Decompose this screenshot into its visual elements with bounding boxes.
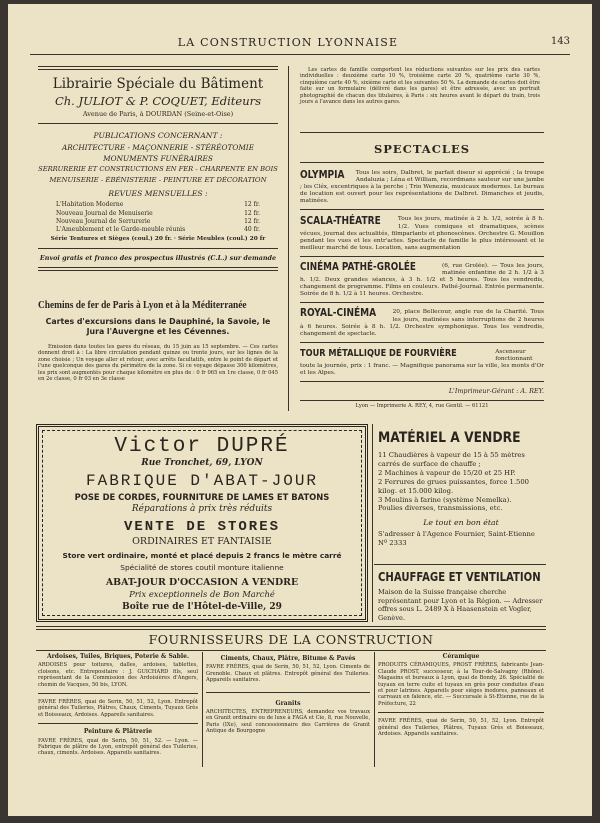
materiel-item: 3 Moulins à farine (système Nemelka). — [378, 495, 512, 504]
document-page — [8, 4, 592, 816]
series-line: Série Tentures et Sièges (coul.) 20 fr. · Série Meubles (coul.) 20 fr — [50, 235, 266, 242]
spectacle-entry — [300, 170, 544, 205]
librairie-title: Librairie Spéciale du Bâtiment — [52, 76, 264, 92]
supplier-entry: PRODUITS CÉRAMIQUES, PROST FRÈRES, fabricants Jean-Claude PROST, successeur, à la Tour-de-Salvagny (Rhône). Magasins et bureaux à Lyon, quai de Bondy, 26. Spécialité de tuyaux en terre cuite et tuyaux en grès pour conduites d'eau et pour latrines. Appareils pour sièges inodores, panneaux et carreaux en faïence, etc. — Succursale à St-Etienne, rue de la Préfecture, 22 — [378, 662, 544, 707]
spectacle-entry — [300, 349, 544, 377]
column-divider — [288, 66, 289, 411]
materiel-list — [378, 451, 544, 513]
chauffage-ad — [378, 570, 544, 622]
cartes-famille-note: Les cartes de famille comportent les réductions suivantes sur les prix des cartes individuelles : deuxième carte 10 %, troisième carte 20 %, quatrième carte 30 %, cinquième carte 40 %, sixième carte et les suivantes 50 %. La demande de cartes doit être faite sur un formulaire (délivré dans les gares) et être adressée, avec un portrait photographié de chacun des titulaires, à Paris : six heures avant le départ du train, trois jours à l'avance dans les autres gares. — [300, 67, 540, 106]
spectacle-entry — [300, 216, 544, 251]
spectacle-name: ROYAL-CINÉMA — [300, 307, 377, 320]
materiel-item: 2 Ferrures de grues puissantes, force 1.500 kilog. et 15.000 kilog. — [378, 477, 530, 495]
materiel-title: MATÉRIEL A VENDRE — [378, 430, 521, 446]
revue-row: Nouveau Journal de Menuiserie 12 fr. — [56, 209, 260, 217]
journal-title: LA CONSTRUCTION LYONNAISE — [177, 36, 399, 49]
supplier-entry: FAVRE FRÈRES, quai de Serin, 50, 51, 52, Lyon. Entrepôt général des Tuileries, Plâtres, Chaux, Ciments, Tuyaux Grès et Boisseaux, Ardoises. Appareils sanitaires. — [38, 699, 198, 718]
page-number: 143 — [550, 36, 570, 47]
pub-item: MENUISERIE - ÉBÉNISTERIE - PEINTURE ET DÉCORATION — [49, 175, 267, 184]
spectacle-name: CINÉMA PATHÉ-GROLÉE — [300, 260, 416, 273]
dupre-boite: Boîte rue de l'Hôtel-de-Ville, 29 — [122, 602, 282, 612]
spectacles-section — [300, 142, 544, 395]
materiel-contact: S'adresser à l'Agence Fournier, Saint-Etienne Nº 2333 — [378, 530, 535, 548]
running-header — [8, 36, 592, 54]
supplier-entry: ARCHITECTES, ENTREPRENEURS, demandez vos travaux en Granit ordinaire ou de luxe à FAGA et Cie, 8, rue Nouvelle, Paris (IXe), seul concessionnaire des Carrières de Granit Antique de Bourgogne — [206, 709, 370, 735]
spectacles-heading: SPECTACLES — [373, 142, 471, 156]
fournisseurs-col-1 — [38, 654, 198, 757]
revue-row: L'Habitation Moderne 12 fr. — [56, 201, 260, 209]
materiel-item: 11 Chaudières à vapeur de 15 à 55 mètres carrés de surface de chauffe ; — [378, 451, 525, 468]
revues-list — [56, 201, 260, 235]
dupre-vente: VENTE DE STORES — [123, 519, 281, 535]
header-rule — [30, 54, 570, 55]
chemins-title: Chemins de fer de Paris à Lyon et à la Méditerranée — [38, 300, 247, 311]
spectacle-name: OLYMPIA — [300, 169, 345, 181]
dupre-reparations: Réparations à prix très réduits — [131, 504, 273, 514]
spectacle-text: (6, rue Grolée). — Tous les jours, matinée enfantine de 2 h. 1/2 à 3 h. 1/2. Deux grandes séances, à 3 h. 1/2 et 5 heures. Tous les vendredis, changement de programme. Films en couleurs. Pathé-Journal. Entrée permanente. Soirée de 8 h. 1/2 à 11 heures. Orchestre. — [300, 262, 544, 298]
spectacle-text: Tous les jours, matinée à 2 h. 1/2, soirée à 8 h. 1/2. Vues comiques et dramatiques, scènes vécues, journal des actualités, filmparlants et phonoscènes. Orchestre G. Mouillon pendant les vues et les entr'actes. Spectacle de famille le plus intéressant et le meilleur marché de tous. Location, sans augmentation — [300, 216, 544, 251]
chauffage-text: Maison de la Suisse française cherche représentant pour Lyon et la Région. — Adresser offres sous L. 2489 X à Haasenstein et Vogler, Genève. — [378, 588, 543, 622]
fournisseurs-col-2 — [206, 656, 370, 735]
materiel-item: 2 Machines à vapeur de 15/20 et 25 HP. — [378, 468, 516, 477]
supplier-entry: FAVRE FRÈRES, quai de Serin, 50, 51, 52. — Lyon. — Fabrique de plâtre de Lyon, entrepôt général des Tuileries, chaux, ciments. Ardoises. Appareils sanitaires. — [38, 737, 198, 757]
materiel-ad — [378, 430, 544, 548]
dupre-occasion: ABAT-JOUR D'OCCASION A VENDRE — [105, 577, 299, 588]
category-title: Granits — [275, 699, 301, 707]
spectacle-name: SCALA-THÉATRE — [300, 215, 381, 228]
revue-row: Nouveau Journal de Serrurerie 12 fr. — [56, 218, 260, 226]
fournisseurs-col-3 — [378, 654, 544, 737]
category-title: Peinture & Plâtrerie — [83, 728, 153, 736]
dupre-address: Rue Tronchet, 69, LYON — [141, 458, 263, 468]
dupre-ordinaires: ORDINAIRES ET FANTAISIE — [132, 536, 272, 547]
spectacle-text: Ascenseur fonctionnant toute la journée, prix : 1 franc. — Magnifique panorama sur la ville, les monts d'Or et les Alpes. — [300, 348, 544, 377]
librairie-address: Avenue de Paris, à DOURDAN (Seine-et-Oise) — [82, 110, 234, 118]
supplier-entry: FAVRE FRÈRES, quai de Serin, 50, 51, 52, Lyon. Ciments de Grenoble. Chaux et plâtres. Entrepôt général des Tuileries. Appareils sanitaires. — [206, 664, 370, 684]
pub-item: SERRURERIE ET CONSTRUCTIONS EN FER - CHARPENTE EN BOIS — [38, 165, 278, 174]
imprimeur-signature: L'Imprimeur-Gérant : A. REY. — [448, 387, 544, 396]
chemins-body: Emission dans toutes les gares du réseau, du 15 juin au 15 septembre. — Ces cartes donnent droit à : La libre circulation pendant quinze ou trente jours, sur les lignes de la zone choisie ; Un voyage aller et retour, avec arrêts facultatifs, entre le point de départ et l'une quelconque des gares du périmètre de la zone. Si ce voyage dépasse 300 kilomètres, les prix sont augmentés pour chaque kilomètre en plus de : 0 fr 065 en 1re classe, 0 fr 045 en 2e classe, 0 fr 03 en 3e classe — [38, 344, 278, 383]
dupre-ad — [36, 424, 368, 622]
spectacle-entry — [300, 309, 544, 337]
dupre-prix: Prix exceptionnels de Bon Marché — [129, 589, 275, 599]
chemins-subtitle: Cartes d'excursions dans le Dauphiné, la Savoie, le Jura l'Auvergne et les Cévennes. — [45, 317, 271, 336]
chemins-de-fer-notice — [38, 300, 278, 382]
pub-item: ARCHITECTURE - MAÇONNERIE - STÉRÉOTOMIE — [61, 143, 255, 153]
dupre-specialite: Spécialité de stores coutil monture italienne — [120, 563, 284, 572]
category-title: Céramique — [442, 653, 480, 660]
chauffage-title: CHAUFFAGE ET VENTILATION — [378, 570, 541, 584]
revue-row: L'Ameublement et le Garde-meuble réunis 40 fr. — [56, 226, 260, 234]
librairie-editors: Ch. JULIOT & P. COQUET, Editeurs — [54, 94, 262, 108]
dupre-fabrique: FABRIQUE D'ABAT-JOUR — [85, 472, 319, 490]
supplier-entry: ARDOISES pour toitures, dalles, ardoises, tablettes, cloisons, etc. Entrepositaire : J. GUICHARD fils, seul représentant de la Commission des Ardoisières d'Angers, chemin de Vacques, 50 bis, LYON. — [38, 662, 198, 688]
materiel-item: Poulies diverses, transmissions, etc. — [378, 504, 503, 513]
spectacle-entry — [300, 260, 544, 298]
materiel-tout: Le tout en bon état — [423, 518, 499, 528]
envoi-line: Envoi gratis et franco des prospectus illustrés (C.L.) sur demande — [39, 254, 277, 263]
imprint-line: Lyon — Imprimerie A. REY, 4, rue Gentil. — 61121 — [355, 403, 489, 409]
dupre-store-vert: Store vert ordinaire, monté et placé depuis 2 francs le mètre carré — [62, 551, 342, 560]
librairie-ad — [38, 66, 278, 271]
pubs-heading: PUBLICATIONS CONCERNANT : — [93, 131, 223, 141]
pubs-list — [38, 143, 278, 185]
supplier-entry: FAVRE FRÈRES, quai de Serin, 50, 51, 52, Lyon. Entrepôt général des Tuileries, Plâtres, Tuyaux Grès et Boisseaux, Ardoises. Appareils sanitaires. — [378, 718, 544, 738]
category-title: Ciments, Chaux, Plâtre, Bitume & Pavés — [220, 655, 356, 662]
spectacle-text: Tous les soirs, Dalbret, le parfait diseur si apprécié ; la troupe Andaluzia ; Léna et William, recordmans sauteur sur une jambe ; les Cléx, excentriques à la perche ; Trio Wenezia, musicaux modernes. Le bureau de location est ouvert pour les représentations de Dalbret. Dimanches et jeudis, matinées. — [300, 170, 544, 205]
dupre-name: Victor DUPRÉ — [114, 435, 290, 458]
spectacle-name: TOUR MÉTALLIQUE DE FOURVIÈRE — [300, 347, 457, 359]
revues-heading: REVUES MENSUELLES : — [108, 189, 208, 199]
fournisseurs-heading: FOURNISSEURS DE LA CONSTRUCTION — [148, 632, 434, 647]
category-title: Ardoises, Tuiles, Briques, Poterie & Sable. — [46, 653, 190, 660]
spectacle-text: 20, place Bellecour, angle rue de la Charité. Tous les jours, matinées sans interruptions de 2 heures à 6 heures. Soirée à 8 h. 1/2. Orchestre symphonique. Tous les vendredis, changement de spectacle. — [300, 309, 544, 337]
dupre-pose: POSE DE CORDES, FOURNITURE DE LAMES ET BATONS — [74, 492, 330, 502]
pub-item: MONUMENTS FUNÉRAIRES — [103, 153, 213, 163]
